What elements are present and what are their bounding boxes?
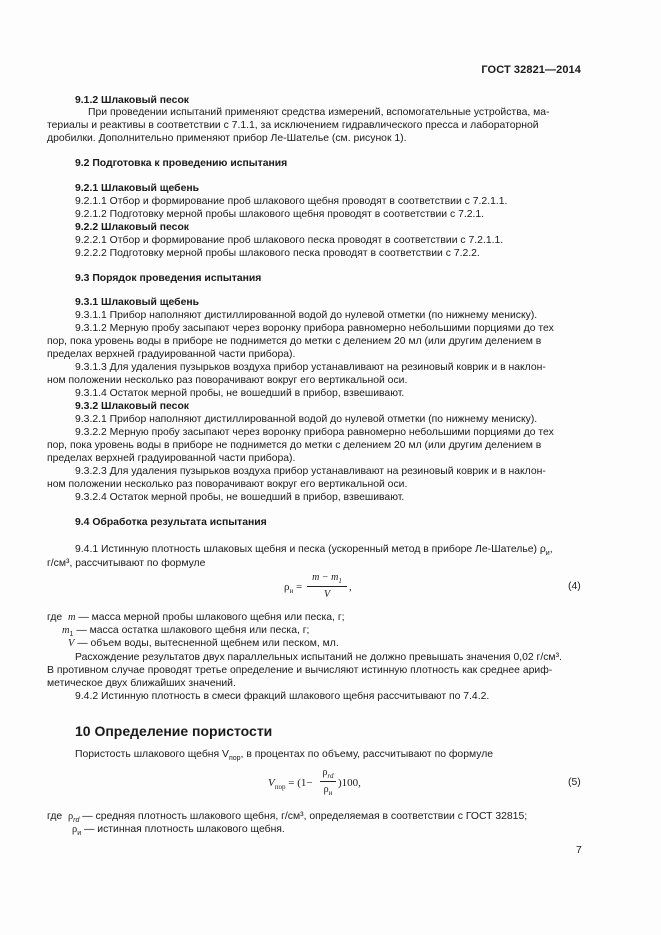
paragraph-line: 9.3.2.2 Мерную пробу засыпают через воронку прибора равномерно небольшими порциями до тех [75, 427, 554, 438]
heading-9-3: 9.3 Порядок проведения испытания [75, 273, 262, 284]
paragraph-line: 9.2.2.2 Подготовку мерной пробы шлакового песка проводят в соответствии с 7.2.2. [75, 248, 480, 259]
text-run: — средняя плотность шлакового щебня, г/см³, определяемая в соответствии с ГОСТ 32815; [82, 811, 528, 822]
formula-4-denominator: V [323, 589, 331, 600]
text-run: где [47, 612, 63, 623]
symbol: V [268, 777, 275, 789]
symbol: ρ [67, 811, 74, 822]
formula-4-numerator [305, 572, 349, 585]
heading-9-3-2: 9.3.2 Шлаковый песок [75, 401, 190, 412]
paragraph-line: 9.3.1.3 Для удаления пузырьков воздуха прибор устанавливают на резиновый коврик и в наклон- [75, 362, 546, 373]
formula-5-tail: )100, [338, 777, 361, 789]
subscript: и [77, 830, 82, 838]
subscript: пор [228, 755, 241, 763]
text-run: — истинная плотность шлакового щебня. [84, 824, 285, 835]
subscript: и [328, 789, 333, 797]
paragraph-line: 9.3.1.4 Остаток мерной пробы, не вошедший в прибор, взвешивают. [75, 388, 405, 399]
text-run: — масса мерной пробы шлакового щебня или песка, г; [78, 612, 345, 623]
text-run: , в процентах по объему, рассчитывают по формуле [240, 749, 494, 760]
fraction-bar [307, 586, 347, 587]
subscript: rd [73, 817, 80, 825]
document-code: ГОСТ 32821—2014 [481, 64, 581, 76]
paragraph-line: ном положении несколько раз поворачивают вокруг его вертикальной оси. [47, 375, 408, 386]
formula-5-numerator [318, 767, 338, 780]
section-10-heading: 10 Определение пористости [75, 723, 273, 739]
subscript: 1 [69, 631, 74, 639]
formula-5-number: (5) [568, 777, 581, 788]
paragraph-line: г/см³, рассчитывают по формуле [47, 558, 206, 569]
paragraph-line: пор, пока уровень воды в приборе не поднимется до метки с делением 20 мл (или другим делением в [47, 336, 542, 347]
text-run: , [549, 544, 553, 555]
text-run: — объем воды, вытесненной щебнем или песком, мл. [77, 638, 339, 649]
paragraph-line: 9.2.1.2 Подготовку мерной пробы шлакового щебня проводят в соответствии с 7.2.1. [75, 209, 485, 220]
paragraph-line: пределах верхней градуированной части прибора). [47, 349, 296, 360]
text-run: Пористость шлакового щебня V [75, 749, 229, 760]
symbol: = [293, 581, 303, 593]
symbol: ρ [323, 784, 329, 795]
paragraph-line: ном положении несколько раз поворачивают вокруг его вертикальной оси. [47, 479, 408, 490]
paragraph-line: пределах верхней градуированной части прибора). [47, 453, 296, 464]
text-run: где [47, 811, 63, 822]
symbol: m [62, 625, 70, 636]
heading-9-2-1: 9.2.1 Шлаковый щебень [75, 183, 200, 194]
paragraph-line: пор, пока уровень воды в приборе не поднимется до метки с делением 20 мл (или другим делением в [47, 440, 542, 451]
formula-5-lhs [268, 777, 313, 791]
definition-m [47, 611, 345, 624]
subscript: и [545, 550, 550, 558]
text-run: — масса остатка шлакового щебня или песка, г; [76, 625, 310, 636]
subscript: пор [274, 783, 286, 792]
symbol: ρ [284, 581, 290, 593]
paragraph-line: В противном случае проводят третье определение и вычисляют истинную плотность как среднее ариф- [47, 665, 553, 676]
symbol: ρ [72, 824, 78, 835]
heading-9-2-2: 9.2.2 Шлаковый песок [75, 222, 190, 233]
formula-5-denominator [318, 784, 338, 797]
paragraph-line: При проведении испытаний применяют средства измерений, вспомогательные устройства, ма- [88, 107, 550, 118]
paragraph-line: 9.3.2.4 Остаток мерной пробы, не вошедший в прибор, взвешивают. [75, 492, 405, 503]
paragraph-line: 9.3.2.3 Для удаления пузырьков воздуха прибор устанавливают на резиновый коврик и в наклон- [75, 466, 546, 477]
heading-9-4: 9.4 Обработка результата испытания [75, 517, 267, 528]
heading-9-3-1: 9.3.1 Шлаковый щебень [75, 297, 200, 308]
subscript: rd [327, 772, 334, 780]
paragraph-line: териалы и реактивы в соответствии с 7.1.1, за исключением гидравлического пресса и лабораторной [47, 120, 539, 131]
definition-rho-i [72, 823, 285, 840]
symbol: ρ [322, 767, 328, 778]
formula-4-lhs [284, 581, 302, 595]
paragraph-line: 9.2.1.1 Отбор и формирование проб шлакового щебня проводят в соответствии с 7.2.1.1. [75, 196, 508, 207]
formula-4-number: (4) [568, 581, 581, 592]
subscript: 1 [338, 577, 342, 585]
paragraph-line: 9.4.2 Истинную плотность в смеси фракций шлакового щебня рассчитывают по 7.4.2. [75, 691, 490, 702]
fraction-bar [320, 781, 336, 782]
symbol: m − m [312, 572, 339, 583]
paragraph-line: метическое двух ближайших значений. [47, 678, 236, 689]
paragraph-line: 9.3.1.1 Прибор наполняют дистиллированной водой до нулевой отметки (по нижнему мениску). [75, 310, 538, 321]
formula-4-comma: , [349, 581, 352, 593]
paragraph-line: 9.3.1.2 Мерную пробу засыпают через воронку прибора равномерно небольшими порциями до тех [75, 323, 554, 334]
symbol: = (1− [285, 777, 313, 789]
symbol: V [68, 638, 75, 649]
symbol: m [67, 612, 76, 623]
paragraph-line: 9.2.2.1 Отбор и формирование проб шлакового песка проводят в соответствии с 7.2.1.1. [75, 235, 504, 246]
paragraph-line: дробилки. Дополнительно применяют прибор Ле-Шателье (см. рисунок 1). [47, 133, 407, 144]
page-number: 7 [576, 845, 582, 856]
paragraph-line [75, 748, 493, 765]
paragraph-line: Расхождение результатов двух параллельных испытаний не должно превышать значения 0,02 г/см³. [75, 652, 562, 663]
subscript: и [289, 587, 294, 596]
heading-9-2: 9.2 Подготовка к проведению испытания [75, 158, 288, 169]
paragraph-line: 9.3.2.1 Прибор наполняют дистиллированной водой до нулевой отметки (по нижнему мениску). [75, 414, 538, 425]
heading-9-1-2: 9.1.2 Шлаковый песок [75, 95, 190, 106]
definition-v [68, 637, 339, 650]
text-run: 9.4.1 Истинную плотность шлаковых щебня и песка (ускоренный метод в приборе Ле-Шателье) ρ [75, 544, 546, 555]
